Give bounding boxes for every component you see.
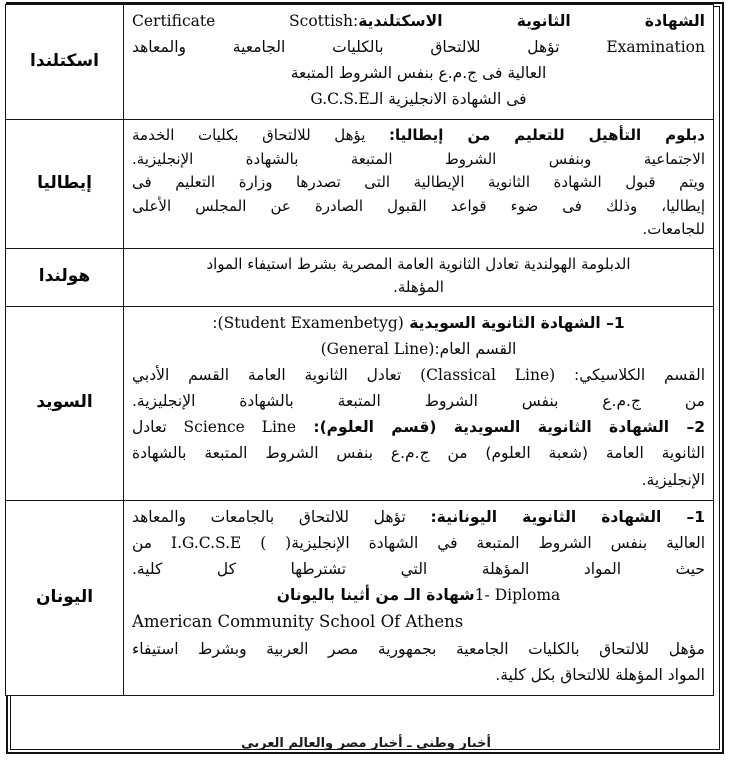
table-row	[6, 306, 714, 500]
text-segment: 2– الشهادة الثانوية السويدية (قسم العلوم):	[296, 418, 705, 437]
description-line	[132, 663, 705, 688]
text-segment: Examination	[606, 38, 705, 57]
text-segment: :	[212, 313, 218, 332]
description-line	[132, 415, 705, 440]
certificate-description-cell	[124, 5, 714, 120]
text-segment	[215, 12, 289, 30]
text-segment: من	[132, 533, 171, 552]
description-line	[132, 148, 705, 171]
description-line	[132, 531, 705, 556]
country-name-cell: اليونان	[6, 500, 124, 695]
text-segment: فى الشهادة الانجليزية الـ	[369, 90, 527, 109]
text-segment: (Classical Line)	[420, 366, 556, 385]
certificate-description-cell	[124, 500, 714, 695]
text-segment: القسم الكلاسيكي:	[555, 366, 706, 385]
text-segment: G.C.S.E	[310, 90, 370, 109]
text-segment: دبلوم التأهيل للتعليم من إيطاليا:	[389, 126, 705, 145]
text-segment: الثانوية العامة (شعبة العلوم) من ج.م.ع بنفس الشروط المتبعة بالشهادة	[132, 444, 705, 463]
text-segment: يؤهل للالتحاق بكليات الخدمة	[132, 126, 390, 145]
description-line	[132, 363, 705, 388]
description-line	[132, 609, 705, 636]
description-line	[132, 389, 705, 414]
site-watermark: أخبار وطني ـ أخبار مصر والعالم العربي	[241, 736, 491, 751]
description-line	[132, 583, 705, 608]
certificates-equivalency-table	[5, 4, 714, 696]
text-segment: من ج.م.ع بنفس الشروط المتبعة بالشهادة الإنجليزية.	[132, 392, 705, 411]
text-segment: تؤهل للالتحاق بالكليات الجامعية والمعاهد	[132, 38, 607, 57]
text-segment: للجامعات.	[642, 220, 705, 239]
description-line	[132, 195, 705, 218]
description-line	[132, 468, 705, 493]
text-segment: Certificate	[132, 12, 216, 30]
text-segment: 1– الشهادة الثانوية اليونانية:	[430, 507, 705, 526]
description-line	[132, 218, 705, 241]
text-segment: المؤهلة.	[393, 278, 444, 297]
country-name-cell: إيطاليا	[6, 120, 124, 249]
description-line	[132, 311, 705, 336]
description-line	[132, 124, 705, 147]
text-segment: American Community School Of Athens	[132, 612, 464, 632]
text-segment: تعادل	[132, 418, 184, 437]
description-line	[132, 253, 705, 276]
text-segment: 1-	[474, 586, 490, 605]
text-segment: العالية بنفس الشروط المتبعة في الشهادة الإنجليزية	[291, 533, 706, 552]
text-segment: Science Line	[183, 418, 297, 437]
description-line	[132, 637, 705, 662]
text-segment: I.G.C.S.E ( )	[171, 533, 292, 552]
table-body	[6, 5, 714, 696]
text-segment: 1– الشهادة الثانوية السويدية	[403, 313, 625, 332]
table-row	[6, 248, 714, 306]
text-segment: حيث المواد المؤهلة التي تشترطها كل كلية.	[132, 559, 705, 578]
text-segment: تؤهل للالتحاق بالجامعات والمعاهد	[132, 507, 431, 526]
description-line	[132, 276, 705, 299]
text-segment: الدبلومة الهولندية تعادل الثانوية العامة المصرية بشرط استيفاء المواد	[206, 254, 631, 273]
description-line	[132, 557, 705, 582]
text-segment: العالية فى ج.م.ع بنفس الشروط المتبعة	[290, 64, 547, 83]
text-segment: الاجتماعية وبنفس الشروط المتبعة بالشهادة الإنجليزية.	[132, 149, 705, 168]
description-line	[132, 87, 705, 112]
text-segment: الشهادة الثانوية الاسكتلندية	[358, 12, 705, 30]
country-name-cell: هولندا	[6, 248, 124, 306]
country-name-cell: اسكتلندا	[6, 5, 124, 120]
table-row	[6, 120, 714, 249]
description-line	[132, 9, 705, 34]
certificate-description-cell	[124, 120, 714, 249]
text-segment: مؤهل للالتحاق بالكليات الجامعية بجمهورية مصر العربية وبشرط استيفاء	[132, 639, 705, 658]
text-segment: :	[353, 12, 359, 30]
text-segment: ويتم قبول الشهادة الثانوية الإيطالية التى تصدرها وزارة التعليم فى	[132, 173, 705, 192]
text-segment: Diploma	[494, 586, 561, 605]
description-line	[132, 441, 705, 466]
description-line	[132, 61, 705, 86]
description-line	[132, 35, 705, 60]
country-name-cell: السويد	[6, 306, 124, 500]
certificate-description-cell	[124, 248, 714, 306]
description-line	[132, 505, 705, 530]
certificate-description-cell	[124, 306, 714, 500]
text-segment: الإنجليزية.	[641, 470, 705, 489]
text-segment: (General Line)	[320, 340, 435, 359]
description-line	[132, 171, 705, 194]
text-segment: القسم العام:	[434, 340, 517, 359]
table-row	[6, 5, 714, 120]
text-segment: Scottish	[289, 12, 353, 30]
text-segment: شهادة الـ من أثينا باليونان	[276, 586, 475, 605]
text-segment: (Student Examenbetyg)	[217, 313, 404, 332]
text-segment: المواد المؤهلة للالتحاق بكل كلية.	[495, 665, 705, 684]
text-segment: تعادل الثانوية العامة القسم الأدبي	[132, 366, 421, 385]
text-segment: إيطاليا، وذلك فى ضوء قواعد القبول الصادرة عن المجلس الأعلى	[132, 196, 705, 215]
description-line	[132, 337, 705, 362]
table-row	[6, 500, 714, 695]
